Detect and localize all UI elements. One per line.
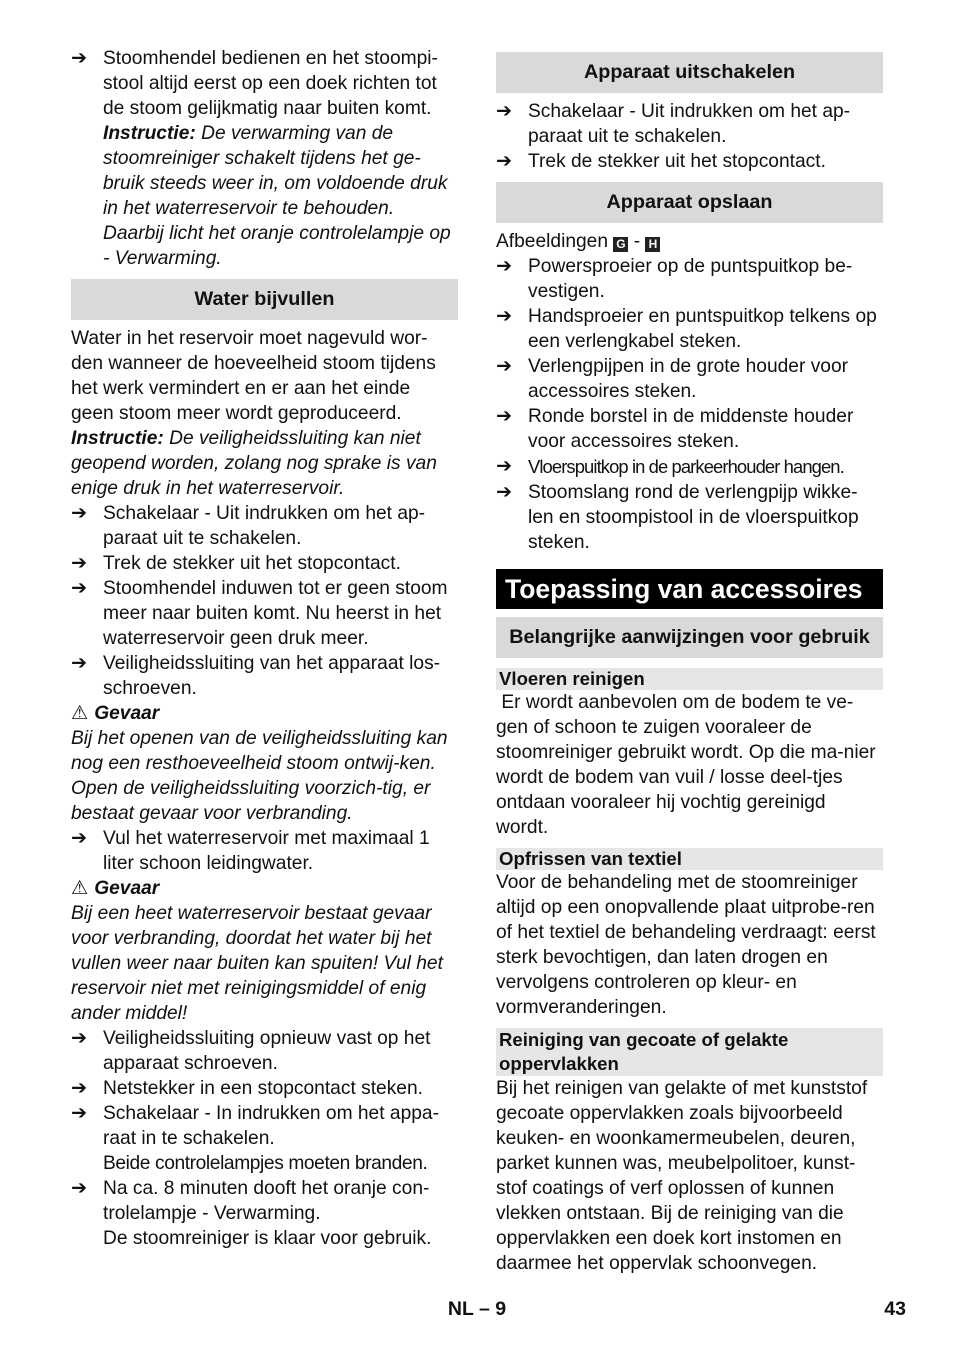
water-paragraph: Water in het reservoir moet nagevuld wor-den wanneer de hoeveelheid stoom tijdens het werk vermindert en er aan het einde geen stoom meer wordt geproduceerd. (71, 328, 436, 424)
subheading-textiel: Opfrissen van textiel (496, 848, 883, 870)
warning-triangle-icon: ⚠ (71, 878, 89, 899)
left-column (71, 46, 458, 1251)
section-heading-water-bijvullen: Water bijvullen (71, 279, 458, 320)
figure-reference: Afbeeldingen G - H (496, 229, 883, 254)
list-item: ➔ Veiligheidssluiting opnieuw vast op het apparaat schroeven. (71, 1028, 431, 1074)
warning-triangle-icon: ⚠ (71, 703, 89, 724)
arrow-icon: ➔ (496, 456, 513, 477)
list-item: ➔ Stoomhendel induwen tot er geen stoom meer naar buiten komt. Nu heerst in het waterreservoir geen druk meer. (71, 578, 448, 649)
arrow-icon: ➔ (496, 101, 513, 122)
figure-letter-badge: G (613, 237, 628, 252)
arrow-icon: ➔ (71, 828, 88, 849)
arrow-icon: ➔ (71, 1078, 88, 1099)
list-item: ➔ Vloerspuitkop in de parkeerhouder hangen. (496, 456, 844, 477)
section-heading-aanwijzingen: Belangrijke aanwijzingen voor gebruik (496, 617, 883, 658)
list-item: ➔ Schakelaar - In indrukken om het appa-raat in te schakelen. (71, 1103, 439, 1149)
list-item: ➔ Trek de stekker uit het stopcontact. (496, 151, 826, 172)
floors-paragraph: Er wordt aanbevolen om de bodem te ve-gen of schoon te zuigen vooraleer de stoomreiniger gebruikt wordt. Op die ma-nier wordt de bodem van vuil / losse deel-tjes ontdaan vooraleer hij vochtig gereinigd wordt. (496, 692, 881, 838)
page-number: 43 (884, 1298, 906, 1320)
chapter-title: Toepassing van accessoires (496, 569, 883, 609)
list-item: ➔ Na ca. 8 minuten dooft het oranje con-trolelampje - Verwarming. (71, 1178, 430, 1224)
textile-paragraph: Voor de behandeling met de stoomreiniger altijd op een onopvallende plaat uitprobe-ren of het textiel de behandeling verdraagt: eerst sterk bevochtigen, dan laten drogen en vervolgens controleren op kleur- en vormveranderingen. (496, 872, 876, 1018)
warning-text: Bij een heet waterreservoir bestaat gevaar voor verbranding, doordat het water bij het vullen weer naar buiten kan spuiten! Vul het reservoir niet met reinigingsmiddel of enig ander middel! (71, 903, 443, 1024)
section-heading-apparaat-uitschakelen: Apparaat uitschakelen (496, 52, 883, 93)
list-item: ➔ Trek de stekker uit het stopcontact. (71, 553, 401, 574)
list-item: ➔ Stoomslang rond de verlengpijp wikke-len en stoompistool in de vloerspuitkop steken. (496, 482, 859, 553)
list-item: ➔ Ronde borstel in de middenste houder voor accessoires steken. (496, 406, 854, 452)
arrow-icon: ➔ (71, 553, 88, 574)
arrow-icon: ➔ (71, 48, 88, 69)
result-text: Beide controlelampjes moeten branden. (103, 1153, 428, 1174)
arrow-icon: ➔ (496, 151, 513, 172)
warning-label: ⚠ Gevaar (71, 703, 160, 724)
arrow-icon: ➔ (71, 1103, 88, 1124)
figure-letter-badge: H (645, 237, 660, 252)
list-item: ➔ Handsproeier en puntspuitkop telkens op een verlengkabel steken. (496, 306, 877, 352)
warning-label: ⚠ Gevaar (71, 878, 160, 899)
arrow-icon: ➔ (71, 653, 88, 674)
warning-text: Bij het openen van de veiligheidssluiting kan nog een resthoeveelheid stoom ontwij-ken. Open de veiligheidssluiting voorzich-tig, er bestaat gevaar voor verbranding. (71, 728, 448, 824)
instruction-note: Instructie: De verwarming van de stoomreiniger schakelt tijdens het ge-bruik steeds weer in, om voldoende druk in het waterreservoir te behouden. Daarbij licht het oranje controlelampje op - Verwarming. (103, 123, 451, 269)
list-item: ➔ Schakelaar - Uit indrukken om het ap-paraat uit te schakelen. (71, 503, 426, 549)
arrow-icon: ➔ (71, 503, 88, 524)
list-item: ➔ Powersproeier op de puntspuitkop be-vestigen. (496, 256, 853, 302)
section-heading-apparaat-opslaan: Apparaat opslaan (496, 182, 883, 223)
arrow-icon: ➔ (496, 356, 513, 377)
list-item: ➔ Vul het waterreservoir met maximaal 1 liter schoon leidingwater. (71, 828, 430, 874)
list-item: ➔ Veiligheidssluiting van het apparaat los-schroeven. (71, 653, 441, 699)
arrow-icon: ➔ (71, 1028, 88, 1049)
arrow-icon: ➔ (71, 578, 88, 599)
subheading-gecoate: Reiniging van gecoate of gelakte oppervlakken (496, 1028, 883, 1076)
right-column (496, 44, 883, 1276)
arrow-icon: ➔ (496, 306, 513, 327)
coated-paragraph: Bij het reinigen van gelakte of met kunststof gecoate oppervlakken zoals bijvoorbeeld keuken- en woonkamermeubelen, deuren, parket kunnen was, meubelpolitoer, kunst-stof coatings of verf oplossen of kunnen vlekken ontstaan. Bij de reiniging van die oppervlakken een doek kort instomen en daarmee het oppervlak schoonvegen. (496, 1078, 868, 1274)
arrow-icon: ➔ (496, 256, 513, 277)
instruction-note: Instructie: De veiligheidssluiting kan niet geopend worden, zolang nog sprake is van enige druk in het waterreservoir. (71, 428, 437, 499)
subheading-vloeren: Vloeren reinigen (496, 668, 883, 690)
result-text: De stoomreiniger is klaar voor gebruik. (103, 1228, 432, 1249)
list-item: ➔ Schakelaar - Uit indrukken om het ap-paraat uit te schakelen. (496, 101, 851, 147)
arrow-icon: ➔ (71, 1178, 88, 1199)
footer-section-label: NL – 9 (447, 1298, 507, 1320)
list-item: ➔ Stoomhendel bedienen en het stoompi-stool altijd eerst op een doek richten tot de stoom gelijkmatig naar buiten komt. (71, 48, 438, 119)
list-item: ➔ Verlengpijpen in de grote houder voor accessoires steken. (496, 356, 849, 402)
list-item: ➔ Netstekker in een stopcontact steken. (71, 1078, 423, 1099)
arrow-icon: ➔ (496, 482, 513, 503)
arrow-icon: ➔ (496, 406, 513, 427)
